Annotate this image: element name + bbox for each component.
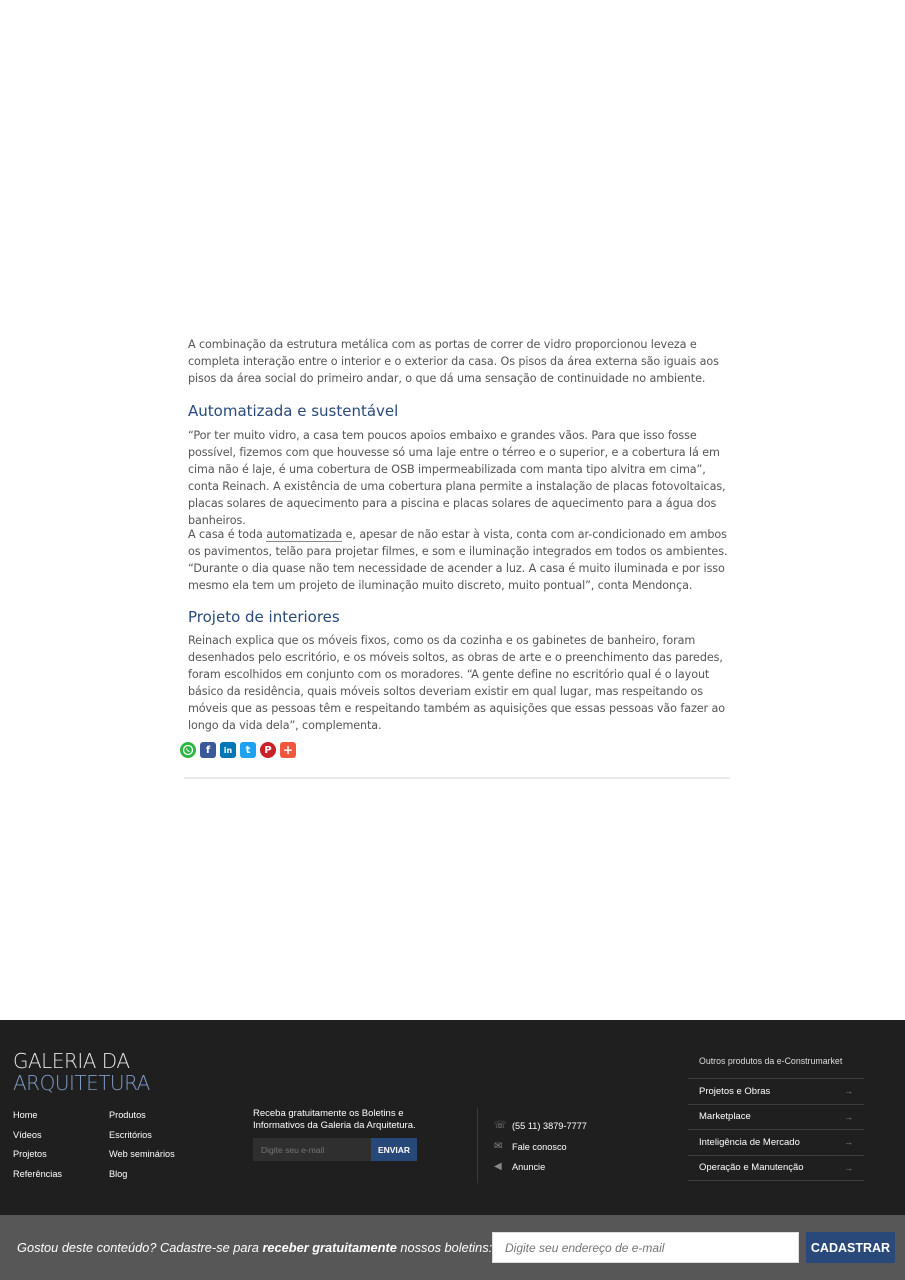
footer-nav-col-1 xyxy=(13,1106,62,1184)
talk-label: Fale conosco xyxy=(512,1141,567,1152)
footer-link-produtos[interactable]: Produtos xyxy=(109,1110,146,1120)
linkedin-icon[interactable]: in xyxy=(220,742,236,758)
arrow-right-icon: → xyxy=(844,1111,853,1122)
product-label: Operação e Manutenção xyxy=(699,1162,804,1174)
footer-link-blog[interactable]: Blog xyxy=(109,1168,128,1179)
mail-icon: ✉ xyxy=(494,1140,503,1152)
other-products xyxy=(688,1056,864,1181)
other-products-heading: Outros produtos da e-Construmarket xyxy=(699,1056,843,1066)
product-link-inteligencia[interactable] xyxy=(688,1129,864,1155)
newsletter-form xyxy=(253,1138,417,1161)
product-link-marketplace[interactable] xyxy=(688,1104,864,1130)
article-paragraph: Reinach explica que os móveis fixos, como os da cozinha e os gabinetes de banheiro, foram desenhados pelo escritório, e os móveis soltos, as obras de arte e o preenchimento das paredes, foram escolhidos em conjunto com os moradores. “A gente define no escritório qual é o layout básico da residência, quais móveis soltos deveriam existir em qual lugar, mas respeitando os móveis que as pessoas têm e respeitando também as aquisições que essas pessoas vão fazer ao longo da vida dela”, complementa. xyxy=(188,634,725,732)
article-paragraph: “Por ter muito vidro, a casa tem poucos apoios embaixo e grandes vãos. Para que isso fosse possível, fizemos com que houvesse só uma laje entre o térreo e o superior, e a cobertura lá em cima não é laje, é uma cobertura de OSB impermeabilizada com manta tipo alvitra em cima”, conta Reinach. A existência de uma cobertura plana permite a instalação de placas fotovoltaicas, placas solares de aquecimento para a piscina e placas solares de aquecimento para a água dos banheiros. xyxy=(188,429,726,527)
signup-message xyxy=(17,1240,492,1255)
footer-link-projetos[interactable]: Projetos xyxy=(13,1149,47,1160)
footer-divider xyxy=(477,1108,478,1183)
signup-submit-button[interactable]: CADASTRAR xyxy=(806,1232,895,1263)
logo-line-2: ARQUITETURA xyxy=(13,1071,150,1095)
product-link-operacao[interactable] xyxy=(688,1155,864,1182)
section-heading-interiores: Projeto de interiores xyxy=(188,608,340,626)
automatizada-link[interactable]: automatizada xyxy=(266,528,343,541)
newsletter-email-input[interactable] xyxy=(253,1138,371,1161)
footer-link-web-seminarios[interactable]: Web seminários xyxy=(109,1149,175,1160)
logo-line-1: GALERIA DA xyxy=(13,1049,130,1073)
signup-msg-text: nossos boletins: xyxy=(396,1240,493,1255)
paragraph-text: e, apesar de não estar à vista, conta com ar-condicionado em ambos os pavimentos, telão para projetar filmes, e som e iluminação integrados em todos os ambientes. “Durante o dia quase não tem necessidade de acender a luz. A casa é muito iluminada e por isso mesmo ela tem um projeto de iluminação muito discreto, muito pontual”, conta Mendonça. xyxy=(188,528,728,592)
megaphone-icon: ◀ xyxy=(494,1161,502,1172)
signup-msg-bold: receber gratuitamente xyxy=(262,1240,397,1255)
article-paragraph: A combinação da estrutura metálica com as portas de correr de vidro proporcionou leveza e completa interação entre o interior e o exterior da casa. Os pisos da área externa são iguais aos pisos da área social do primeiro andar, o que dá uma sensação de continuidade no ambiente. xyxy=(188,338,719,385)
footer-link-videos[interactable]: Vídeos xyxy=(13,1129,42,1140)
phone-icon: ☏ xyxy=(494,1120,507,1131)
footer-contact xyxy=(494,1116,587,1178)
footer-link-referencias[interactable]: Referências xyxy=(13,1168,63,1179)
arrow-right-icon: → xyxy=(844,1086,853,1097)
more-icon[interactable]: + xyxy=(280,742,296,758)
contact-talk[interactable] xyxy=(494,1137,587,1158)
footer-nav-col-2 xyxy=(109,1106,175,1184)
advertise-label: Anuncie xyxy=(512,1162,546,1172)
newsletter-text: Receba gratuitamente os Boletins e Informativos da Galeria da Arquitetura. xyxy=(253,1108,416,1131)
pinterest-icon[interactable]: P xyxy=(260,742,276,758)
article-paragraph xyxy=(188,526,728,594)
twitter-icon[interactable]: t xyxy=(240,742,256,758)
footer-newsletter xyxy=(253,1108,428,1155)
footer-link-escritorios[interactable]: Escritórios xyxy=(109,1129,152,1140)
newsletter-send-button[interactable]: ENVIAR xyxy=(371,1138,417,1161)
signup-msg-text: Gostou deste conteúdo? Cadastre-se para xyxy=(17,1240,263,1255)
paragraph-text: A casa é toda xyxy=(188,528,267,541)
signup-email-input[interactable] xyxy=(492,1232,799,1263)
section-heading-automatizada: Automatizada e sustentável xyxy=(188,402,399,420)
phone-number: (55 11) 3879-7777 xyxy=(512,1121,587,1131)
contact-advertise[interactable] xyxy=(494,1157,587,1178)
signup-bar xyxy=(0,1215,905,1280)
arrow-right-icon: → xyxy=(844,1137,853,1148)
footer-logo[interactable] xyxy=(13,1050,150,1094)
facebook-icon[interactable]: f xyxy=(200,742,216,758)
product-label: Projetos e Obras xyxy=(699,1085,771,1097)
divider xyxy=(184,777,730,779)
footer-link-home[interactable]: Home xyxy=(13,1110,38,1120)
contact-phone[interactable] xyxy=(494,1116,587,1137)
arrow-right-icon: → xyxy=(844,1162,853,1173)
site-footer xyxy=(0,1020,905,1215)
share-bar xyxy=(180,742,296,758)
product-label: Marketplace xyxy=(699,1111,751,1123)
product-link-projetos-obras[interactable] xyxy=(688,1078,864,1104)
whatsapp-icon[interactable] xyxy=(180,742,196,758)
product-label: Inteligência de Mercado xyxy=(699,1136,800,1148)
